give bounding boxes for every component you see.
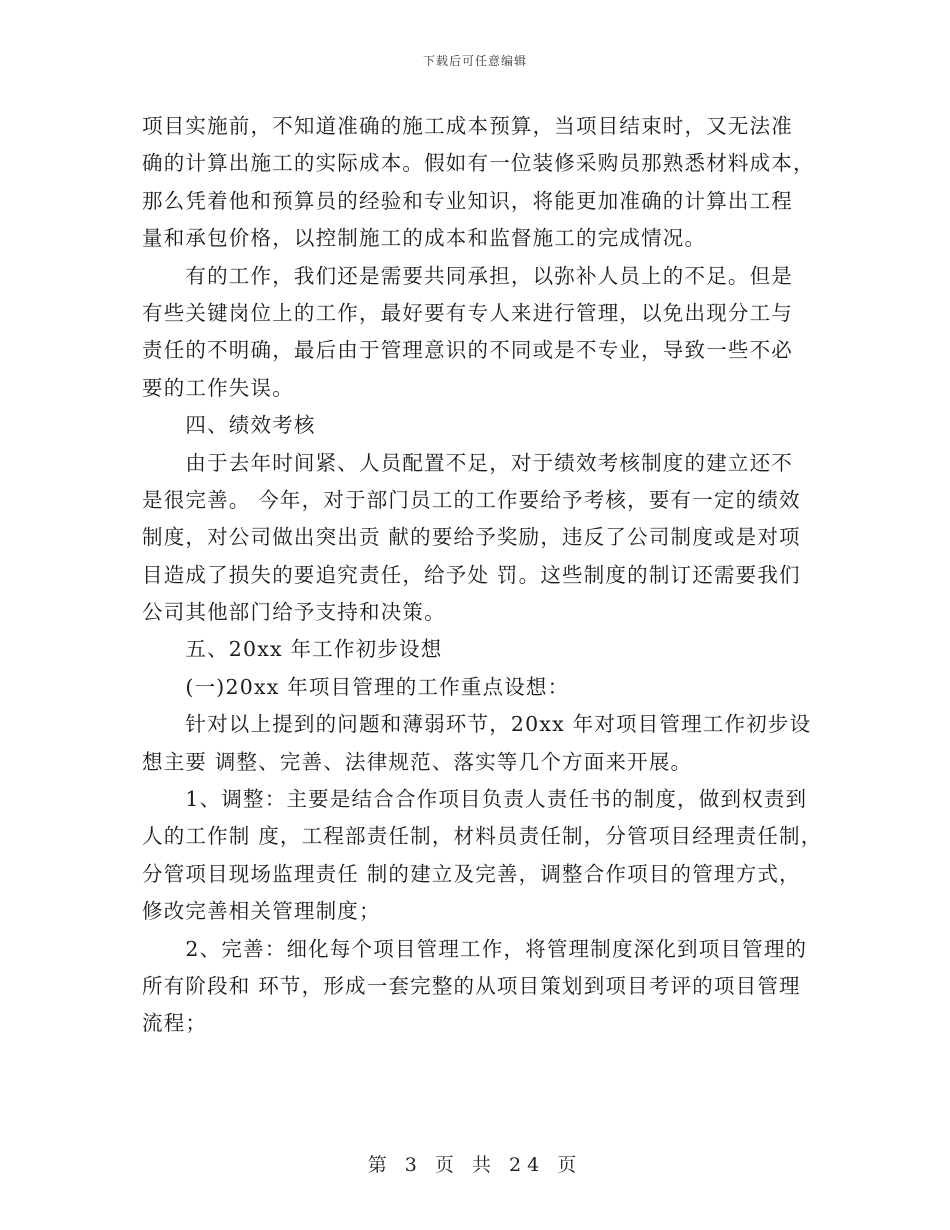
subsection-heading: (一)20xx 年项目管理的工作重点设想： xyxy=(142,674,570,699)
text-line: 量和承包价格，以控制施工的成本和监督施工的完成情况。 xyxy=(142,226,707,251)
text-line: 想主要 调整、完善、法律规范、落实等几个方面来开展。 xyxy=(142,749,693,774)
page-header: 下载后可任意编辑 xyxy=(422,54,527,68)
text-line: 项目实施前，不知道准确的施工成本预算，当项目结束时，又无法准 xyxy=(142,114,793,138)
text-line: 由于去年时间紧、人员配置不足，对于绩效考核制度的建立还不 xyxy=(142,450,793,475)
text-line: 制度，对公司做出突出贡 献的要给予奖励，违反了公司制度或是对项 xyxy=(142,525,801,550)
text-line: 公司其他部门给予支持和决策。 xyxy=(142,600,446,625)
text-line: 有些关键岗位上的工作，最好要有专人来进行管理，以免出现分工与 xyxy=(142,300,793,325)
text-line: 修改完善相关管理制度； xyxy=(142,899,381,924)
text-line: 人的工作制 度，工程部责任制，材料员责任制，分管项目经理责任制， xyxy=(142,824,823,849)
page-number-footer: 第 3 页 共 24 页 xyxy=(367,1154,583,1176)
text-line: 确的计算出施工的实际成本。假如有一位装修采购员那熟悉材料成本， xyxy=(142,151,815,176)
text-line: 责任的不明确，最后由于管理意识的不同或是不专业，导致一些不必 xyxy=(142,338,793,363)
text-line: 1、调整：主要是结合合作项目负责人责任书的制度，做到权责到 xyxy=(142,787,808,812)
text-line: 分管项目现场监理责任 制的建立及完善，调整合作项目的管理方式， xyxy=(142,861,801,886)
text-line: 目造成了损失的要追究责任，给予处 罚。这些制度的制订还需要我们 xyxy=(142,562,801,587)
document-body xyxy=(142,108,822,1043)
text-line: 那么凭着他和预算员的经验和专业知识，将能更加准确的计算出工程 xyxy=(142,188,793,213)
text-line: 要的工作失误。 xyxy=(142,375,294,400)
text-line: 流程； xyxy=(142,1011,208,1036)
section-heading: 五、20xx 年工作初步设想 xyxy=(142,637,443,662)
text-line: 针对以上提到的问题和薄弱环节，20xx 年对项目管理工作初步设 xyxy=(142,712,812,737)
text-line: 所有阶段和 环节，形成一套完整的从项目策划到项目考评的项目管理 xyxy=(142,973,801,998)
text-line: 是很完善。 今年，对于部门员工的工作要给予考核，要有一定的绩效 xyxy=(142,487,801,512)
text-line: 2、完善：细化每个项目管理工作，将管理制度深化到项目管理的 xyxy=(142,936,808,961)
section-heading: 四、绩效考核 xyxy=(142,413,316,438)
text-line: 有的工作，我们还是需要共同承担，以弥补人员上的不足。但是 xyxy=(142,263,793,288)
